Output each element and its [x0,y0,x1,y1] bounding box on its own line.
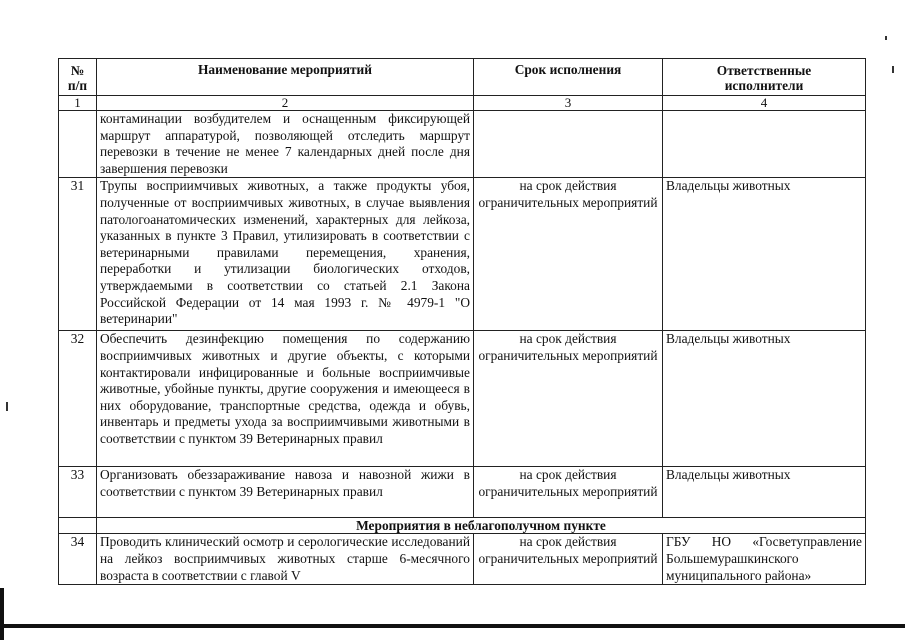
header-row [59,59,866,96]
row-term [474,111,663,178]
col-index-1: 1 [59,96,97,111]
row-num: 32 [59,331,97,467]
row-num: 33 [59,467,97,518]
row-measure: Организовать обеззараживание навоза и навозной жижи в соответствии с пунктом 39 Ветеринарных правил [97,467,474,518]
section-num-cell [59,518,97,534]
header-responsible: Ответственные исполнители [663,59,866,96]
column-index-row [59,96,866,111]
row-term: на срок действия ограничительных мероприятий [474,467,663,518]
measures-table [58,58,866,585]
row-responsible: Владельцы животных [663,467,866,518]
row-measure: Обеспечить дезинфекцию помещения по содержанию восприимчивых животных и другие объекты, с которыми контактировали инфицированные и больные восприимчивые животные, убойные пункты, другие сооружения и имеющееся в них оборудование, транспортные средства, одежда и обувь, инвентарь и предметы ухода за восприимчивыми животными в соответствии с пунктом 39 Ветеринарных правил [97,331,474,467]
table-row [59,178,866,331]
row-measure: Трупы восприимчивых животных, а также продукты убоя, полученные от восприимчивых животных, в случае выявления патологоанатомических изменений, характерных для лейкоза, указанных в пункте 3 Правил, утилизировать в соответствии с ветеринарными правилами перемещения, хранения, переработки и утилизации биологических отходов, утверждаемыми в соответствии со статьей 2.1 Закона Российской Федерации от 14 мая 1993 г. № 4979-1 "О ветеринарии" [97,178,474,331]
scan-mark-right [892,66,894,73]
section-row [59,518,866,534]
table-row [59,331,866,467]
table-row [59,534,866,585]
scan-mark-top-right [885,36,887,40]
row-measure: контаминации возбудителем и оснащенным фиксирующей маршрут аппаратурой, позволяющей отследить маршрут перевозки в течение не менее 7 календарных дней после дня завершения перевозки [97,111,474,178]
scan-edge-bottom [0,624,905,628]
row-responsible: ГБУ НО «Госветуправление Большемурашкинского муниципального района» [663,534,866,585]
header-num: № п/п [59,59,97,96]
header-name: Наименование мероприятий [97,59,474,96]
col-index-3: 3 [474,96,663,111]
scan-edge-left [0,588,4,640]
col-index-4: 4 [663,96,866,111]
header-term: Срок исполнения [474,59,663,96]
row-term: на срок действия ограничительных мероприятий [474,534,663,585]
table-row [59,111,866,178]
row-responsible: Владельцы животных [663,178,866,331]
table-row [59,467,866,518]
col-index-2: 2 [97,96,474,111]
row-num: 31 [59,178,97,331]
row-responsible [663,111,866,178]
section-title: Мероприятия в неблагополучном пункте [97,518,866,534]
scan-mark-left [6,402,8,411]
row-responsible: Владельцы животных [663,331,866,467]
row-term: на срок действия ограничительных мероприятий [474,331,663,467]
row-term: на срок действия ограничительных мероприятий [474,178,663,331]
row-num [59,111,97,178]
row-measure: Проводить клинический осмотр и серологические исследований на лейкоз восприимчивых животных старше 6-месячного возраста в соответствии с главой V [97,534,474,585]
row-num: 34 [59,534,97,585]
